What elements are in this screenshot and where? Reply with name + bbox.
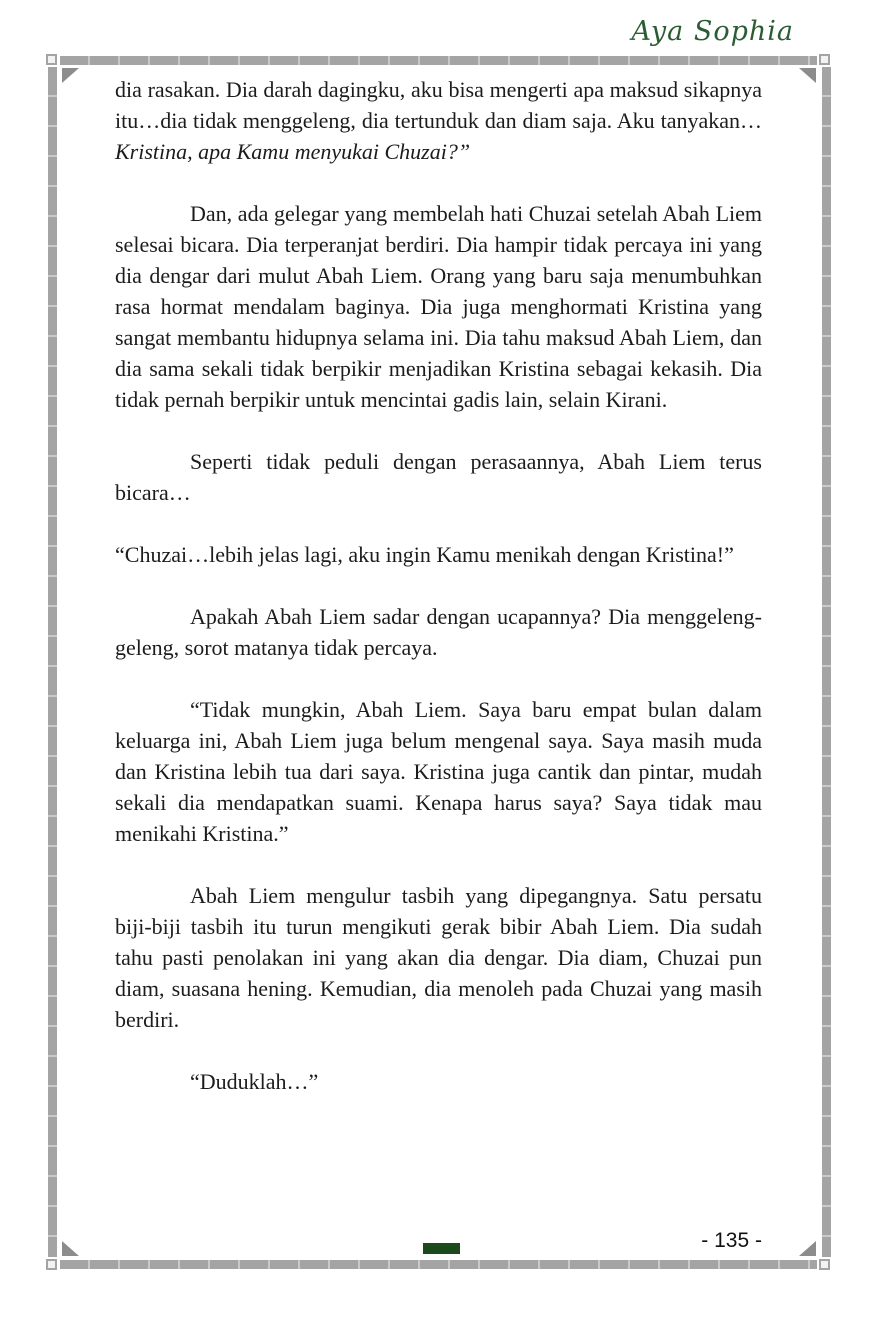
paragraph-segment: Apakah Abah Liem sadar dengan ucapannya? Dia menggeleng-geleng, sorot matanya tidak percaya. <box>115 604 762 660</box>
paragraph <box>115 880 762 1035</box>
page-border-right <box>822 67 831 1257</box>
page-border-top <box>60 56 817 65</box>
paragraph <box>115 601 762 663</box>
border-corner-square-top-right <box>819 54 830 65</box>
page-border-bottom <box>60 1260 817 1269</box>
paragraph <box>115 198 762 415</box>
section-end-marker <box>423 1243 460 1254</box>
paragraph-segment: Seperti tidak peduli dengan perasaannya, Abah Liem terus bicara… <box>115 449 762 505</box>
paragraph-segment: “Chuzai…lebih jelas lagi, aku ingin Kamu menikah dengan Kristina!” <box>115 542 734 567</box>
paragraph <box>115 694 762 849</box>
paragraph-segment: Abah Liem mengulur tasbih yang dipegangnya. Satu persatu biji-biji tasbih itu turun mengikuti gerak bibir Abah Liem. Dia sudah tahu pasti penolakan ini yang akan dia dengar. Dia diam, Chuzai pun diam, suasana hening. Kemudian, dia menoleh pada Chuzai yang masih berdiri. <box>115 883 762 1032</box>
border-corner-square-top-left <box>46 54 57 65</box>
paragraph-italic-segment: Kristina, apa Kamu menyukai Chuzai?” <box>115 139 471 164</box>
corner-triangle-icon-bottom-right <box>799 1241 816 1256</box>
paragraph <box>115 446 762 508</box>
border-corner-square-bottom-left <box>46 1259 57 1270</box>
paragraph <box>115 1066 762 1097</box>
page-number: - 135 - <box>701 1229 762 1252</box>
page-border-left <box>48 67 57 1257</box>
corner-triangle-icon-top-left <box>62 68 79 83</box>
paragraph-segment: Dan, ada gelegar yang membelah hati Chuzai setelah Abah Liem selesai bicara. Dia terperanjat berdiri. Dia hampir tidak percaya ini yang dia dengar dari mulut Abah Liem. Orang yang baru saja menumbuhkan rasa hormat mendalam baginya. Dia juga menghormati Kristina yang sangat membantu hidupnya selama ini. Dia tahu maksud Abah Liem, dan dia sama sekali tidak berpikir menjadikan Kristina sebagai kekasih. Dia tidak pernah berpikir untuk mencintai gadis lain, selain Kirani. <box>115 201 762 412</box>
body-text <box>115 74 762 1097</box>
corner-triangle-icon-top-right <box>799 68 816 83</box>
paragraph-segment: “Tidak mungkin, Abah Liem. Saya baru empat bulan dalam keluarga ini, Abah Liem juga belum mengenal saya. Saya masih muda dan Kristina lebih tua dari saya. Kristina juga cantik dan pintar, mudah sekali dia mendapatkan suami. Kenapa harus saya? Saya tidak mau menikahi Kristina.” <box>115 697 762 846</box>
paragraph <box>115 539 762 570</box>
border-corner-square-bottom-right <box>819 1259 830 1270</box>
header-author: Aya Sophia <box>631 16 794 47</box>
paragraph-segment: “Duduklah…” <box>190 1069 319 1094</box>
paragraph <box>115 74 762 167</box>
paragraph-segment: dia rasakan. Dia darah dagingku, aku bisa mengerti apa maksud sikapnya itu…dia tidak menggeleng, dia tertunduk dan diam saja. Aku tanyakan… <box>115 77 762 133</box>
corner-triangle-icon-bottom-left <box>62 1241 79 1256</box>
